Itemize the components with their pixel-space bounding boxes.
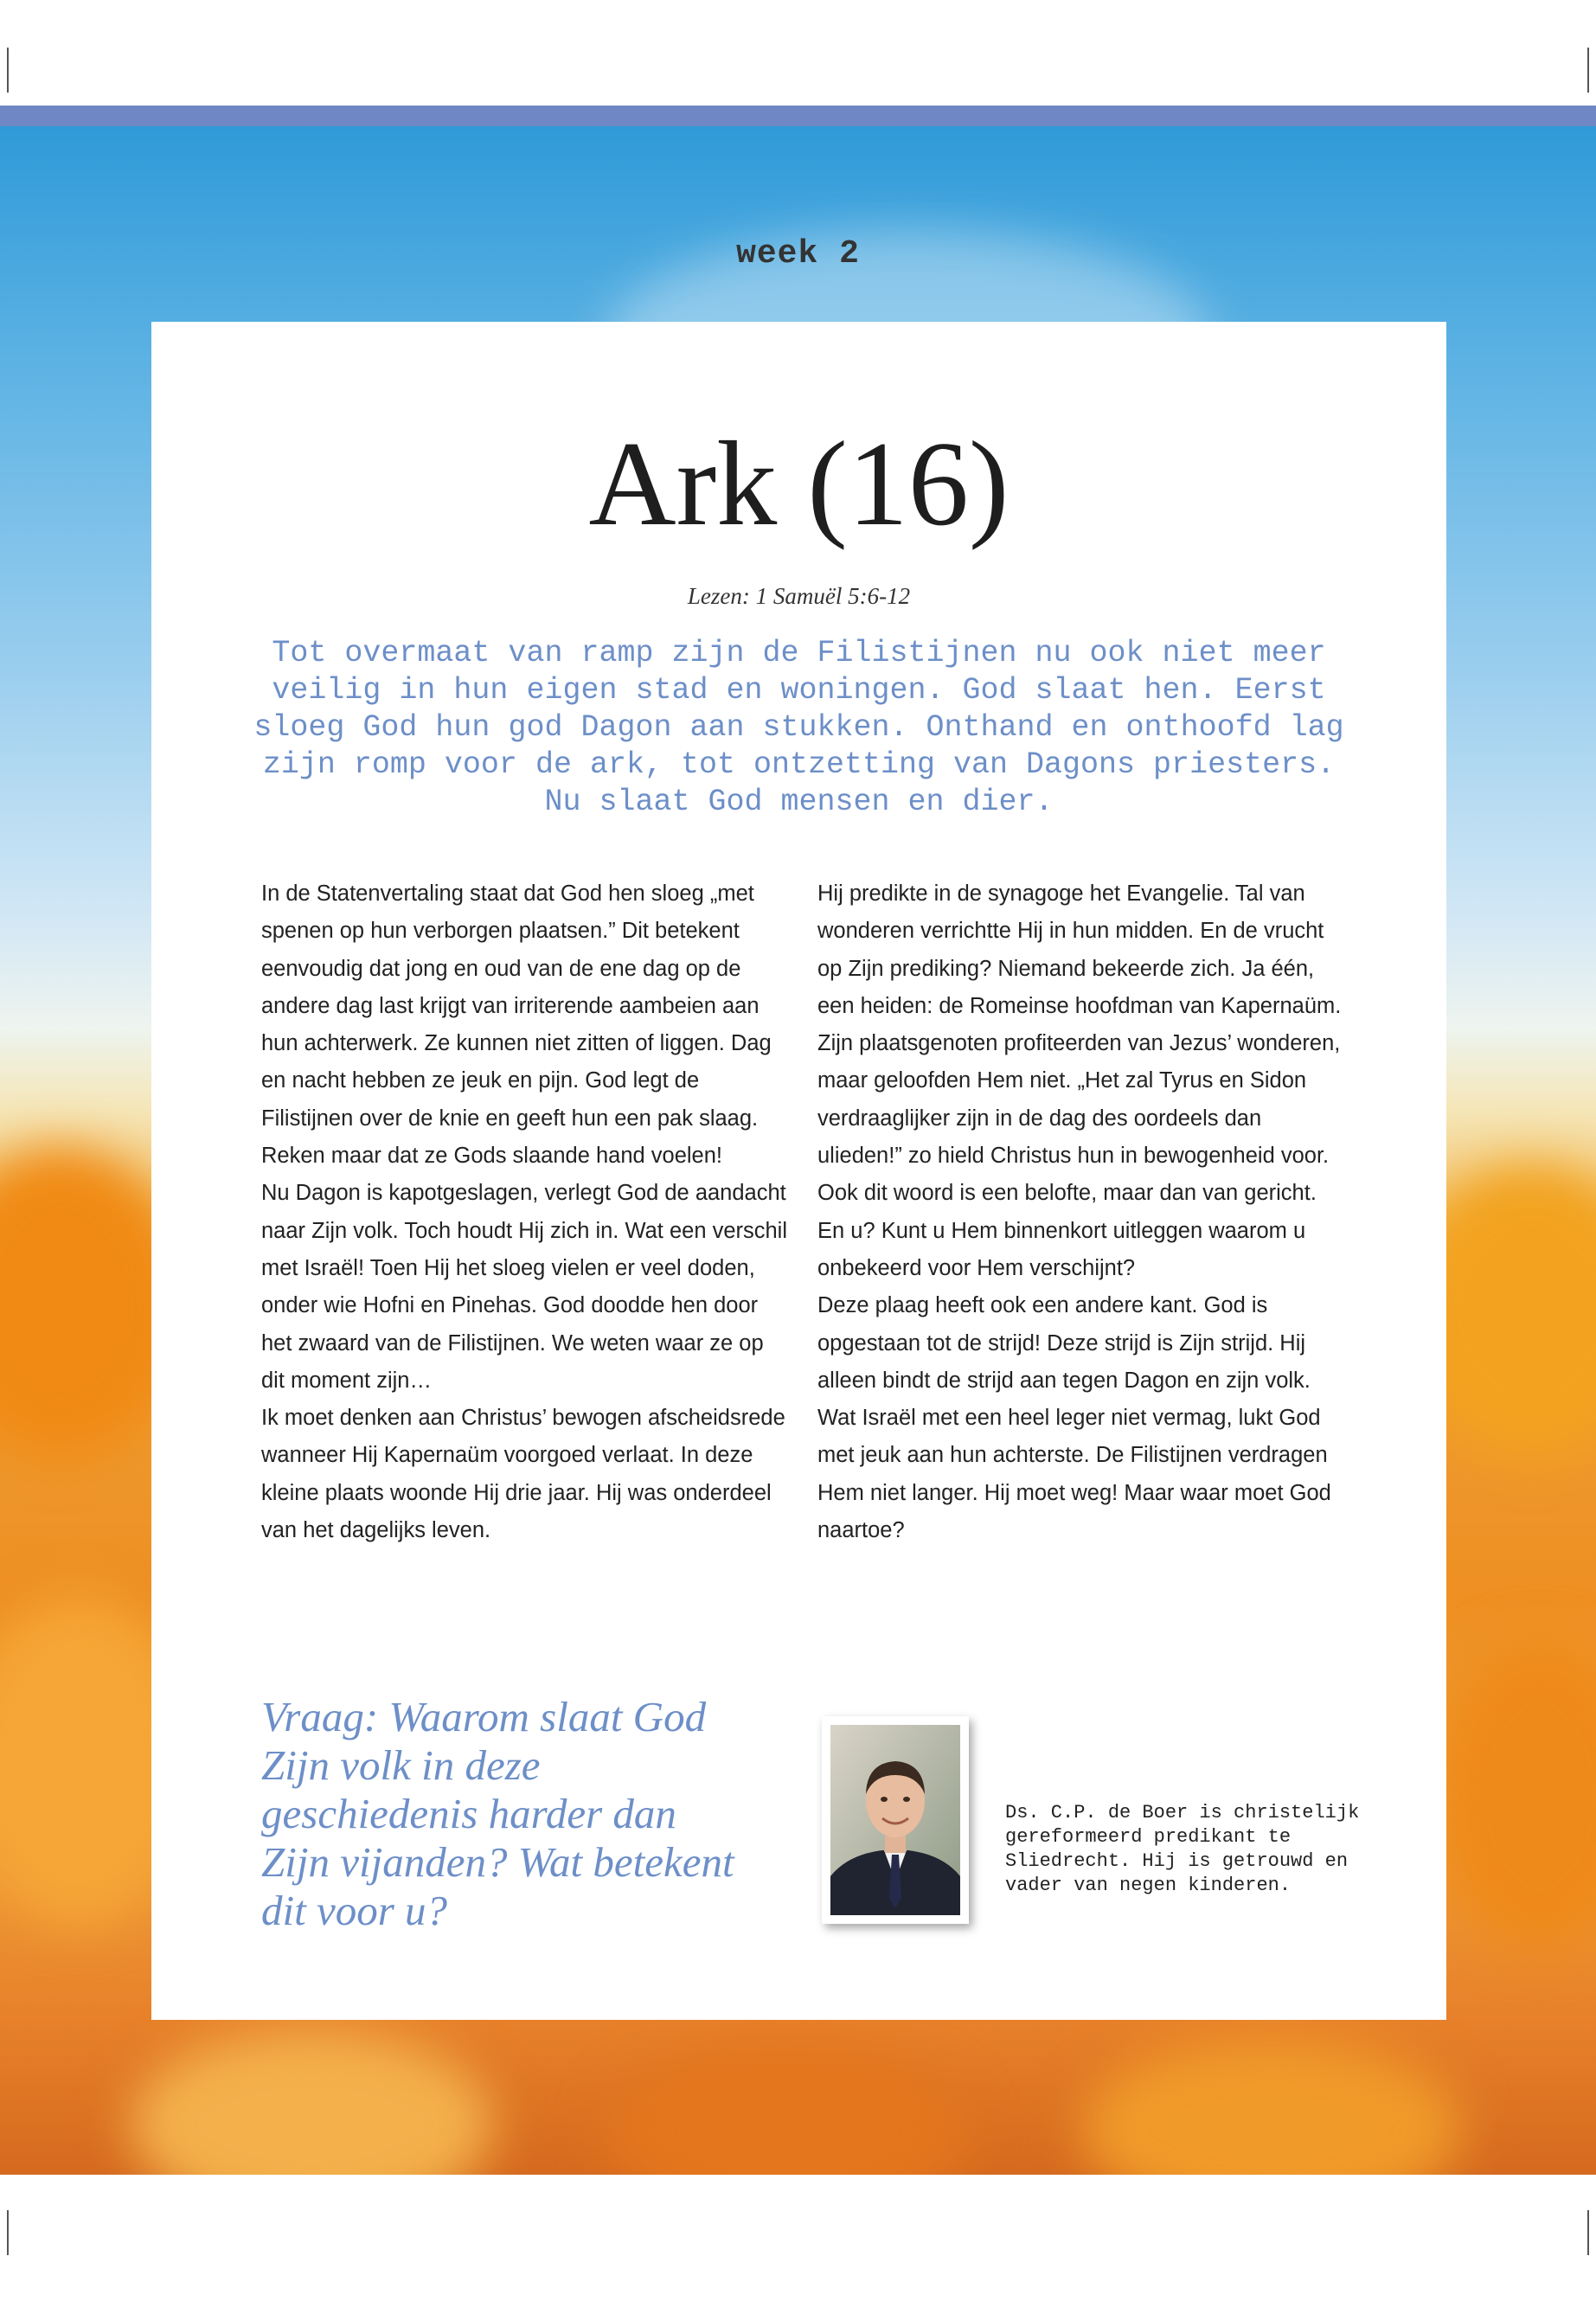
crop-mark-top-right: [1587, 48, 1589, 93]
tulip-blob: [1427, 1640, 1596, 1952]
week-number: 2: [839, 235, 860, 272]
tulip-blob: [130, 2029, 493, 2175]
reading-reference: Lezen: 1 Samuël 5:6-12: [687, 583, 911, 609]
body-column-right: [817, 875, 1345, 1549]
crop-mark-bottom-right: [1587, 2210, 1589, 2255]
body-column-left: [261, 875, 789, 1549]
paragraph: Deze plaag heeft ook een andere kant. God is opgestaan tot de strijd! Deze strijd is Zijn strijd. Hij alleen bindt de strijd aan tegen Dagon en zijn volk. Wat Israël met een heel leger niet vermag, lukt God met jeuk aan hun achterste. De Filistijnen verdragen Hem niet langer. Hij moet weg! Maar waar moet God naartoe?: [817, 1293, 1331, 1543]
intro-text: Tot overmaat van ramp zijn de Filistijnen nu ook niet meer veilig in hun eigen stad en woningen. God slaat hen. Eerst sloeg God hun god Dagon aan stukken. Onthand en onthoofd lag zijn romp voor de ark, tot ontzetting van Dagons priesters. Nu slaat God mensen en dier.: [253, 636, 1344, 819]
week-label: [0, 235, 1596, 272]
article-card: [151, 322, 1446, 2020]
paragraph: In de Statenvertaling staat dat God hen sloeg „met spenen op hun verborgen plaatsen.” Dit betekent eenvoudig dat jong en oud van de ene dag op de andere dag last krijgt van irriterende aambeien aan hun achterwerk. Ze kunnen niet zitten of liggen. Dag en nacht hebben ze jeuk en pijn. God legt de Filistijnen over de knie en geeft hun een pak slaag. Reken maar dat ze Gods slaande hand voelen!: [261, 881, 772, 1169]
author-photo: [822, 1716, 969, 1924]
top-color-bar: [0, 106, 1596, 126]
paragraph: Ik moet denken aan Christus’ bewogen afscheidsrede wanneer Hij Kapernaüm voorgoed verlaat. In deze kleine plaats woonde Hij drie jaar. Hij was onderdeel van het dagelijks leven.: [261, 1406, 785, 1543]
week-word: week: [736, 235, 819, 272]
author-portrait-icon: [830, 1725, 960, 1915]
tulip-blob: [1081, 2038, 1462, 2175]
crop-mark-bottom-left: [7, 2210, 9, 2255]
question-callout: Vraag: Waarom slaat God Zijn volk in deze geschiedenis harder dan Zijn vijanden? Wat betekent dit voor u?: [261, 1693, 734, 1934]
paragraph: Hij predikte in de synagoge het Evangelie. Tal van wonderen verrichtte Hij in hun midden. En de vrucht op Zijn prediking? Niemand bekeerde zich. Ja één, een heiden: de Romeinse hoofdman van Kapernaüm. Zijn plaatsgenoten profiteerden van Jezus’ wonderen, maar geloofden Hem niet. „Het zal Tyrus en Sidon verdraaglijker zijn in de dag des oordeels dan ulieden!” zo hield Christus hun in bewogenheid voor. Ook dit woord is een belofte, maar dan van gericht. En u? Kunt u Hem binnenkort uitleggen waarom u onbekeerd voor Hem verschijnt?: [817, 881, 1342, 1280]
article-title: Ark (16): [588, 417, 1010, 551]
author-bio: Ds. C.P. de Boer is christelijk gereformeerd predikant te Sliedrecht. Hij is getrouwd en vader van negen kinderen.: [1005, 1802, 1360, 1896]
paragraph: Nu Dagon is kapotgeslagen, verlegt God de aandacht naar Zijn volk. Toch houdt Hij zich in. Wat een verschil met Israël! Toen Hij het sloeg vielen er veel doden, onder wie Hofni en Pinehas. God doodde hen door het zwaard van de Filistijnen. We weten waar ze op dit moment zijn…: [261, 1181, 788, 1393]
crop-mark-top-left: [7, 48, 9, 93]
tulip-blob: [606, 2047, 969, 2175]
